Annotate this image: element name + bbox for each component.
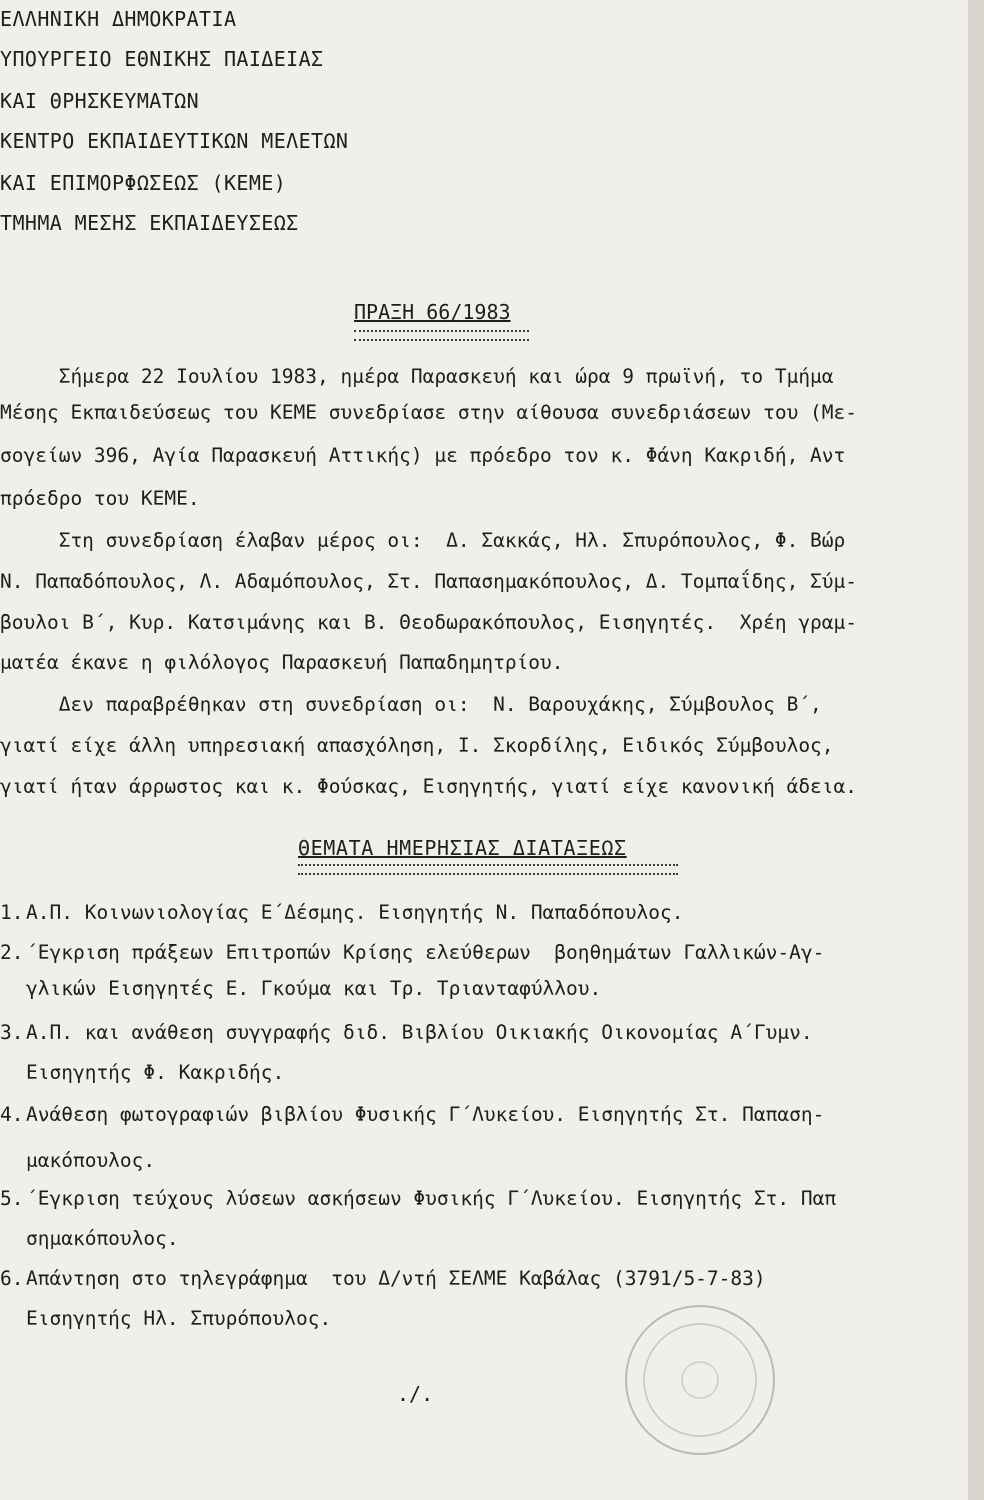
agenda-item-continuation: γλικών Εισηγητές Ε. Γκούμα και Τρ. Τριανταφύλλου.	[26, 977, 602, 1000]
agenda-item-text: Α.Π. Κοινωνιολογίας Ε΄Δέσμης. Εισηγητής Ν. Παπαδόπουλος.	[26, 901, 684, 924]
body-line: Μέσης Εκπαιδεύσεως του ΚΕΜΕ συνεδρίασε στην αίθουσα συνεδριάσεων του (Με-	[0, 401, 858, 424]
body-line: βουλοι Β΄, Κυρ. Κατσιμάνης και Β. Θεοδωρακόπουλος, Εισηγητές. Χρέη γραμ-	[0, 611, 858, 634]
agenda-item	[0, 1102, 824, 1128]
agenda-item-text: ΄Εγκριση πράξεων Επιτροπών Κρίσης ελεύθερων βοηθημάτων Γαλλικών-Αγ-	[26, 941, 825, 964]
body-line: Ν. Παπαδόπουλος, Λ. Αδαμόπουλος, Στ. Παπασημακόπουλος, Δ. Τομπαΐδης, Σύμ-	[0, 570, 858, 593]
agenda-item-text: Α.Π. και ανάθεση συγγραφής διδ. Βιβλίου Οικιακής Οικονομίας Α΄Γυμν.	[26, 1021, 813, 1044]
agenda-item	[0, 940, 824, 966]
agenda-title: ΘΕΜΑΤΑ ΗΜΕΡΗΣΙΑΣ ΔΙΑΤΑΞΕΩΣ	[298, 836, 627, 860]
letterhead-line: ΥΠΟΥΡΓΕΙΟ ΕΘΝΙΚΗΣ ΠΑΙΔΕΙΑΣ	[0, 47, 324, 71]
agenda-item	[0, 1266, 766, 1292]
agenda-item-continuation: Εισηγητής Φ. Κακριδής.	[26, 1061, 285, 1084]
agenda-item	[0, 900, 683, 926]
letterhead-line: ΚΕΝΤΡΟ ΕΚΠΑΙΔΕΥΤΙΚΩΝ ΜΕΛΕΤΩΝ	[0, 129, 349, 153]
document-title: ΠΡΑΞΗ 66/1983	[354, 300, 511, 324]
body-line: γιατί ήταν άρρωστος και κ. Φούσκας, Εισηγητής, γιατί είχε κανονική άδεια.	[0, 775, 858, 798]
body-line: Σήμερα 22 Ιουλίου 1983, ημέρα Παρασκευή και ώρα 9 πρωϊνή, το Τμήμα	[0, 365, 834, 388]
agenda-item	[0, 1020, 813, 1046]
agenda-item-number: 4.	[0, 1103, 24, 1126]
letterhead-line: ΕΛΛΗΝΙΚΗ ΔΗΜΟΚΡΑΤΙΑ	[0, 7, 237, 31]
letterhead-line: ΚΑΙ ΘΡΗΣΚΕΥΜΑΤΩΝ	[0, 89, 200, 113]
letterhead-line: ΤΜΗΜΑ ΜΕΣΗΣ ΕΚΠΑΙΔΕΥΣΕΩΣ	[0, 211, 299, 235]
body-line: γιατί είχε άλλη υπηρεσιακή απασχόληση, Ι. Σκορδίλης, Ειδικός Σύμβουλος,	[0, 734, 834, 757]
agenda-item-number: 3.	[0, 1021, 24, 1044]
letterhead-line: ΚΑΙ ΕΠΙΜΟΡΦΩΣΕΩΣ (ΚΕΜΕ)	[0, 171, 287, 195]
round-stamp-icon	[620, 1300, 780, 1460]
title-double-underline	[354, 330, 529, 341]
agenda-item-text: Ανάθεση φωτογραφιών βιβλίου Φυσικής Γ΄Λυκείου. Εισηγητής Στ. Παπαση-	[26, 1103, 825, 1126]
body-line: πρόεδρο του ΚΕΜΕ.	[0, 487, 200, 510]
scan-edge-shadow	[968, 0, 984, 1500]
agenda-item-continuation: σημακόπουλος.	[26, 1227, 179, 1250]
body-line: σογείων 396, Αγία Παρασκευή Αττικής) με πρόεδρο τον κ. Φάνη Κακριδή, Αντ	[0, 444, 846, 467]
agenda-item-continuation: μακόπουλος.	[26, 1149, 156, 1172]
agenda-item-number: 1.	[0, 901, 24, 924]
agenda-item-continuation: Εισηγητής Ηλ. Σπυρόπουλος.	[26, 1307, 332, 1330]
agenda-item-number: 5.	[0, 1187, 24, 1210]
agenda-item-text: ΄Εγκριση τεύχους λύσεων ασκήσεων Φυσικής Γ΄Λυκείου. Εισηγητής Στ. Παπ	[26, 1187, 837, 1210]
document-end-mark: ./.	[397, 1382, 434, 1406]
agenda-item-number: 2.	[0, 941, 24, 964]
agenda-item-number: 6.	[0, 1267, 24, 1290]
body-line: ματέα έκανε η φιλόλογος Παρασκευή Παπαδημητρίου.	[0, 651, 564, 674]
body-line: Στη συνεδρίαση έλαβαν μέρος οι: Δ. Σακκάς, Ηλ. Σπυρόπουλος, Φ. Βώρ	[0, 529, 846, 552]
agenda-title-double-underline	[298, 864, 678, 875]
body-line: Δεν παραβρέθηκαν στη συνεδρίαση οι: Ν. Βαρουχάκης, Σύμβουλος Β΄,	[0, 693, 822, 716]
agenda-item	[0, 1186, 836, 1212]
agenda-item-text: Απάντηση στο τηλεγράφημα του Δ/ντή ΣΕΛΜΕ Καβάλας (3791/5-7-83)	[26, 1267, 766, 1290]
